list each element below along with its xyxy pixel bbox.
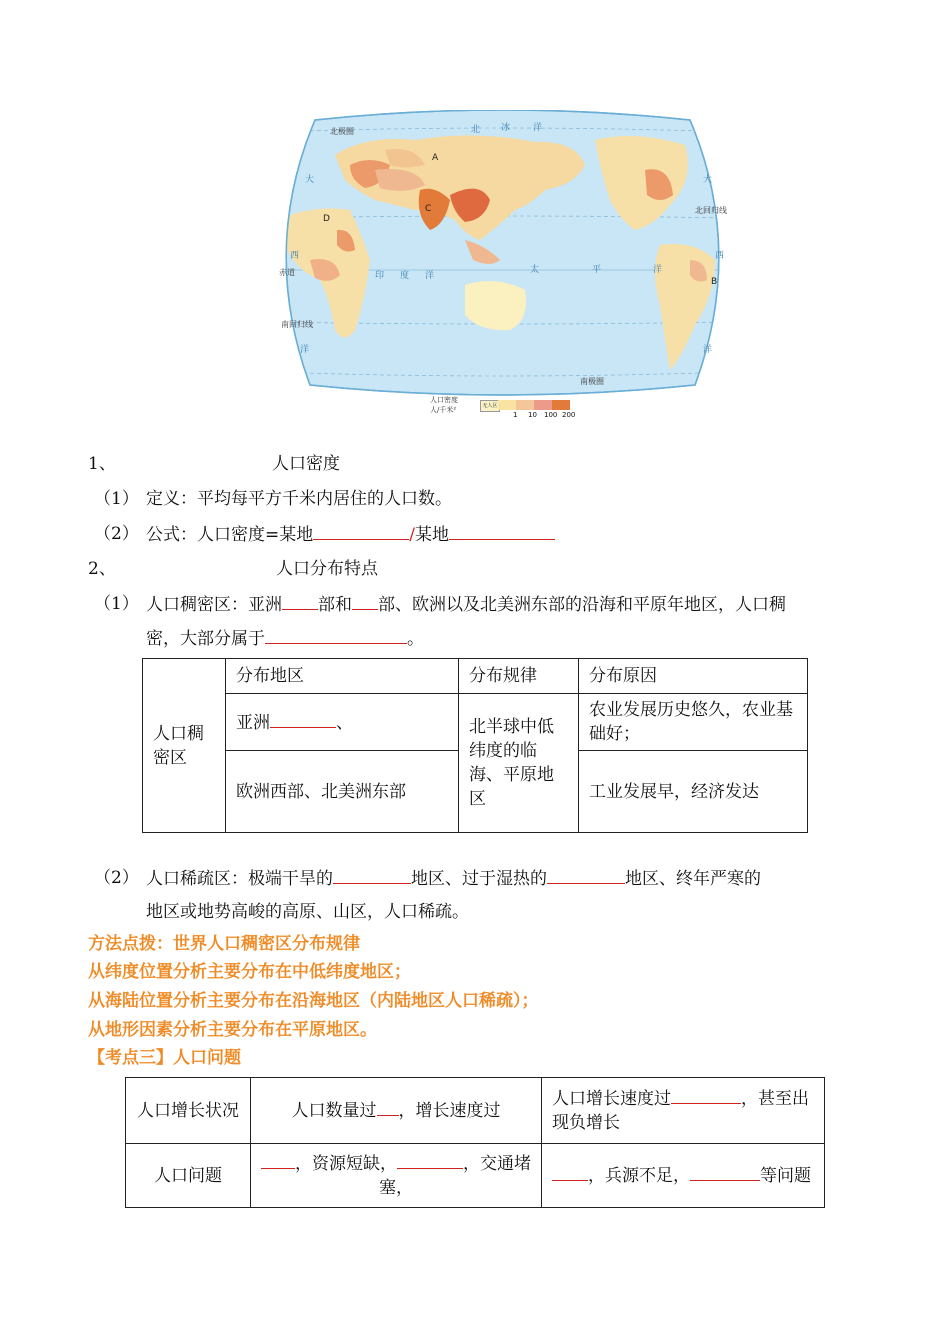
blank-asia-east[interactable]	[282, 592, 318, 610]
map-point-d: D	[323, 214, 330, 224]
section2-title: 人口分布特点	[276, 559, 378, 579]
legend-swatch	[516, 400, 534, 410]
map-label-ocean-char: 大	[703, 175, 713, 185]
blank-too-slow[interactable]	[671, 1086, 741, 1104]
sparse-line-1	[146, 866, 761, 891]
legend-unit: 人/千米²	[430, 406, 457, 414]
section1-number: 1、	[88, 454, 116, 474]
map-label-ocean-char: 洋	[653, 265, 663, 275]
legend-swatch	[498, 400, 516, 410]
population-problems-table	[125, 1077, 825, 1208]
table-cell-asia	[226, 694, 459, 751]
formula-text-b: 某地	[414, 525, 449, 545]
dense-number: （1）	[94, 594, 139, 614]
table-cell-europe: 欧洲西部、北美洲东部	[226, 751, 459, 833]
map-label-ocean-char: 平	[592, 265, 602, 275]
legend-swatch-empty: 无人区	[480, 400, 500, 412]
t2-text-f: ，交通堵塞，	[379, 1154, 531, 1198]
legend-tick: 100	[544, 411, 558, 419]
topic3-title: 【考点三】人口问题	[88, 1048, 241, 1068]
tip-land-sea: 从海陆位置分析主要分布在沿海地区（内陆地区人口稀疏）；	[88, 991, 539, 1011]
blank-asia-south[interactable]	[352, 592, 378, 610]
item2-number: （2）	[94, 524, 139, 544]
map-label-equator: 赤道	[279, 268, 295, 277]
map-label-ocean-char: 洋	[533, 123, 543, 133]
t2-text-b: ，增长速度过	[398, 1101, 501, 1121]
blank-housing[interactable]	[397, 1151, 463, 1169]
table-header-region: 分布地区	[226, 659, 459, 694]
dense-text-c: 部、欧洲以及北美洲东部的沿海和平原年地区，人口稠	[378, 595, 786, 615]
map-label-north-circle: 北极圈	[330, 127, 354, 136]
blank-aging[interactable]	[690, 1163, 760, 1181]
map-label-ocean-char: 洋	[300, 345, 310, 355]
blank-too-many[interactable]	[377, 1098, 399, 1116]
map-legend	[430, 395, 590, 423]
map-point-a: A	[432, 153, 439, 163]
formula-text-a: 公式：人口密度=某地	[146, 525, 314, 545]
map-point-c: C	[425, 204, 432, 214]
section1-title: 人口密度	[272, 454, 340, 474]
table-cell-rule: 北半球中低纬度的临海、平原地区	[459, 694, 579, 833]
map-point-b: B	[711, 277, 718, 287]
blank-table-asia[interactable]	[270, 710, 336, 728]
world-population-map	[275, 110, 730, 425]
blank-desert[interactable]	[333, 866, 411, 884]
item1-number: （1）	[94, 489, 139, 509]
map-label-tropic-south: 南回归线	[281, 320, 313, 329]
formula-slash: /	[409, 525, 415, 545]
asia-end: 、	[336, 712, 353, 733]
tip-latitude: 从纬度位置分析主要分布在中低纬度地区；	[88, 962, 411, 982]
t2-text-d: ，甚至出现负增长	[552, 1089, 809, 1133]
blank-labor-shortage[interactable]	[552, 1163, 588, 1181]
dense-text-d: 密，大部分属于	[146, 629, 265, 649]
legend-title: 人口密度	[430, 396, 458, 404]
table-row-label: 人口稠密区	[143, 659, 226, 833]
tip-terrain: 从地形因素分析主要分布在平原地区。	[88, 1020, 377, 1040]
legend-swatch	[552, 400, 570, 410]
t2-text-h: 等问题	[760, 1166, 811, 1186]
blank-rainforest[interactable]	[547, 866, 625, 884]
sparse-text-c: 地区、终年严寒的	[625, 869, 761, 889]
blank-employment[interactable]	[261, 1151, 295, 1169]
t2-text-e: ，资源短缺，	[295, 1154, 397, 1174]
sparse-number: （2）	[94, 868, 139, 888]
blank-total-population[interactable]	[313, 522, 409, 540]
asia-text: 亚洲	[236, 712, 270, 733]
dense-regions-table	[142, 658, 808, 833]
table-header-rule: 分布规律	[459, 659, 579, 694]
legend-swatch	[534, 400, 552, 410]
t2-growth-developing	[251, 1078, 542, 1144]
table-cell-reason1: 农业发展历史悠久，农业基础好；	[579, 694, 808, 751]
map-label-ocean-char: 度	[400, 271, 410, 281]
sparse-text-a: 人口稀疏区：极端干旱的	[146, 869, 333, 889]
t2-text-g: ，兵源不足，	[588, 1166, 690, 1186]
tip-title: 方法点拨：世界人口稠密区分布规律	[88, 934, 360, 954]
formula-line	[146, 522, 555, 547]
dense-line-1	[146, 592, 786, 617]
blank-area[interactable]	[449, 522, 555, 540]
t2-growth-label: 人口增长状况	[126, 1078, 251, 1144]
map-label-ocean-char: 冰	[501, 123, 511, 133]
map-label-south-circle: 南极圈	[580, 377, 604, 386]
map-label-ocean-char: 大	[305, 175, 315, 185]
sparse-text-b: 地区、过于湿热的	[411, 869, 547, 889]
table-header-reason: 分布原因	[579, 659, 808, 694]
t2-text-a: 人口数量过	[291, 1101, 377, 1121]
item1-text: 定义：平均每平方千米内居住的人口数。	[146, 489, 452, 509]
legend-tick: 1	[513, 411, 518, 419]
section2-number: 2、	[88, 559, 116, 579]
t2-problem-developing	[251, 1144, 542, 1208]
legend-tick: 10	[528, 411, 537, 419]
blank-climate-zone[interactable]	[265, 626, 407, 644]
map-label-ocean-char: 太	[530, 265, 540, 275]
map-label-ocean-char: 北	[471, 125, 481, 135]
t2-problem-label: 人口问题	[126, 1144, 251, 1208]
table-cell-reason2: 工业发展早，经济发达	[579, 751, 808, 833]
world-map-svg	[275, 110, 730, 425]
legend-tick: 200	[562, 411, 576, 419]
t2-problem-developed	[542, 1144, 825, 1208]
dense-text-e: 。	[407, 629, 424, 649]
map-label-tropic-north: 北回归线	[695, 206, 727, 215]
dense-text-a: 人口稠密区：亚洲	[146, 595, 282, 615]
t2-growth-developed	[542, 1078, 825, 1144]
map-label-ocean-char: 西	[715, 251, 725, 261]
dense-text-b: 部和	[318, 595, 352, 615]
map-label-ocean-char: 洋	[425, 271, 435, 281]
map-label-ocean-char: 洋	[703, 345, 713, 355]
map-label-ocean-char: 西	[290, 251, 300, 261]
sparse-line-2: 地区或地势高峻的高原、山区，人口稀疏。	[146, 902, 469, 922]
dense-line-2	[146, 626, 424, 651]
map-label-ocean-char: 印	[375, 271, 385, 281]
t2-text-c: 人口增长速度过	[552, 1089, 671, 1109]
